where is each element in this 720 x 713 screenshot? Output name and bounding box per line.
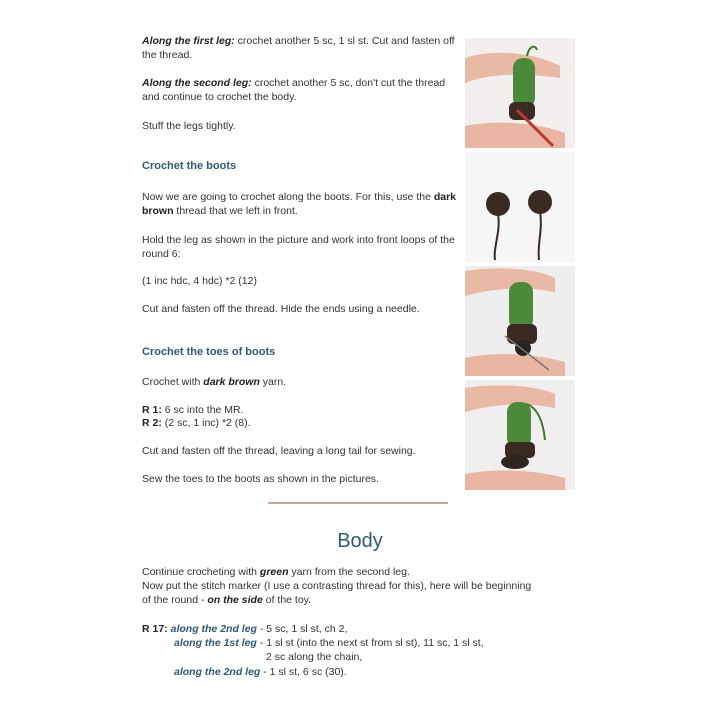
body1-text-a: Continue crocheting with: [142, 566, 260, 578]
body-paragraph-3: [142, 594, 582, 607]
r17-label: R 17:: [142, 623, 168, 635]
boots1-bold: dark brown: [142, 191, 457, 217]
r17-l2-highlight: along the 1st leg: [174, 637, 257, 649]
r17-l2-text: - 1 sl st (into the next st from sl st), 11 sc, 1 sl st,: [256, 637, 484, 649]
leg2-text: crochet another 5 sc, don't cut the thread and continue to crochet the body.: [142, 77, 446, 103]
body1-bold: green: [259, 566, 289, 578]
boots-paragraph-1: [142, 190, 460, 218]
r2-text: (2 sc, 1 inc) *2 (8).: [161, 417, 251, 429]
toes-heading: Crochet the toes of boots: [142, 346, 276, 358]
r17-l4-text: - 1 sl st, 6 sc (30).: [260, 666, 347, 678]
r17-line-1: [142, 623, 347, 636]
toes1-bold: dark brown: [203, 376, 260, 388]
r17-line-2: [174, 637, 484, 650]
r1-text: 6 sc into the MR.: [161, 404, 244, 416]
stuff-paragraph: Stuff the legs tightly.: [142, 120, 236, 132]
leg1-paragraph: [142, 34, 460, 62]
leg1-label: Along the first leg:: [142, 35, 235, 47]
r1-label: R 1:: [142, 404, 162, 416]
round-2: [142, 416, 460, 430]
leg2-label: Along the second leg:: [142, 77, 252, 89]
body1-text-c: yarn from the second leg.: [288, 566, 410, 578]
leg1-text: crochet another 5 sc, 1 sl st. Cut and fasten off the thread.: [142, 35, 455, 61]
photo-two-toes: [465, 152, 575, 262]
r17-line-3: 2 sc along the chain,: [266, 651, 363, 663]
toes-paragraph-3: Sew the toes to the boots as shown in the pictures.: [142, 473, 379, 485]
body-paragraph-2: Now put the stitch marker (I use a contrasting thread for this), here will be beginning: [142, 580, 532, 592]
round-1: [142, 403, 460, 417]
boots1-text-c: thread that we left in front.: [173, 205, 298, 217]
body3-bold: on the side: [207, 594, 263, 606]
boots1-text-a: Now we are going to crochet along the boots. For this, use the: [142, 191, 434, 203]
boots-paragraph-4: Cut and fasten off the thread. Hide the ends using a needle.: [142, 303, 420, 315]
r17-l1-text: - 5 sc, 1 sl st, ch 2,: [256, 623, 348, 635]
body3-text-c: of the toy.: [262, 594, 312, 606]
boots-heading: Crochet the boots: [142, 160, 237, 172]
photo-boot-in-hand: [465, 266, 575, 376]
body3-text-a: of the round -: [142, 594, 208, 606]
boots-paragraph-2: Hold the leg as shown in the picture and work into front loops of the round 6:: [142, 234, 455, 260]
r17-line-4: [174, 666, 347, 679]
toes-paragraph-2: Cut and fasten off the thread, leaving a long tail for sewing.: [142, 445, 416, 457]
body-paragraph-1: [142, 566, 582, 579]
r17-l1-highlight: along the 2nd leg: [170, 623, 257, 635]
toes1-text-c: yarn.: [259, 376, 287, 388]
section-divider: [268, 502, 448, 504]
boots-paragraph-3: (1 inc hdc, 4 hdc) *2 (12): [142, 275, 257, 287]
body-title: Body: [337, 530, 383, 552]
leg2-paragraph: [142, 76, 460, 104]
r17-l4-highlight: along the 2nd leg: [174, 666, 261, 678]
photo-leg-in-hand: [465, 38, 575, 148]
r2-label: R 2:: [142, 417, 162, 429]
toes1-text-a: Crochet with: [142, 376, 204, 388]
photo-boot-with-toe: [465, 380, 575, 490]
toes-paragraph-1: [142, 375, 460, 389]
